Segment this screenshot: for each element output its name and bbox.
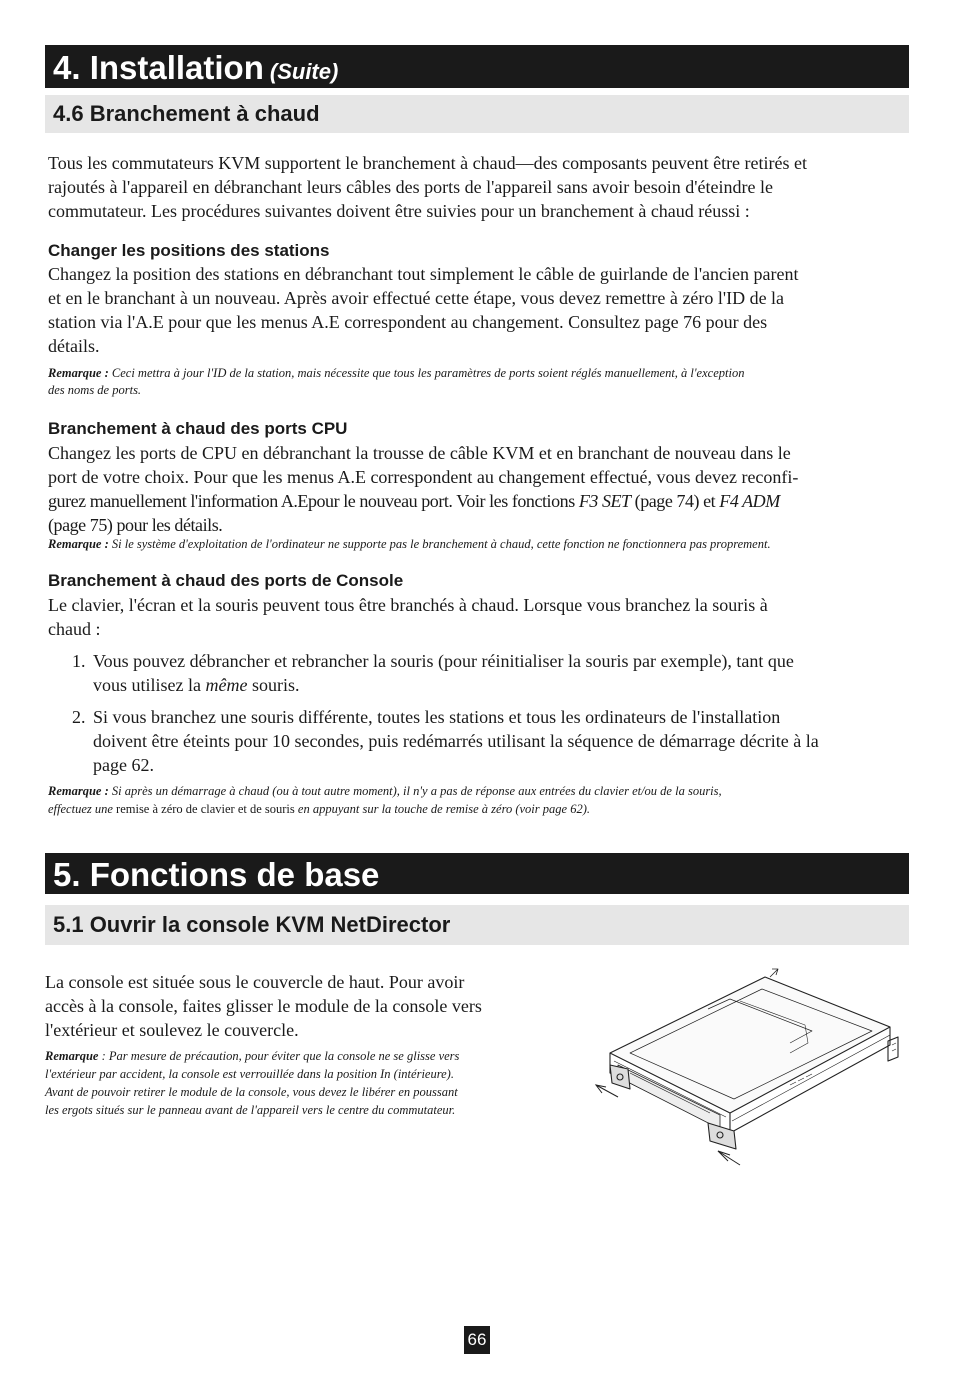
cpu-line-1: Changez les ports de CPU en débranchant la trousse de câble KVM et en branchant de nouveau dans le [48, 443, 791, 463]
list-text-line-1: Vous pouvez débrancher et rebrancher la souris (pour réinitialiser la souris par exemple), tant que [93, 651, 794, 671]
list-number: 1. [72, 651, 86, 671]
console-note-text-a: effectuez une [48, 802, 117, 816]
console-open-line-1: La console est située sous le couvercle de haut. Pour avoir [45, 972, 465, 992]
note-label: Remarque : [48, 366, 109, 380]
stations-note-text: Ceci mettra à jour l'ID de la station, mais nécessite que tous les paramètres de ports soient réglés manuellement, à l'exception [111, 366, 745, 380]
cpu-line-2: port de votre choix. Pour que les menus A.E correspondent au changement effectué, vous devez reconfi- [48, 467, 799, 487]
f3-set-ref: F3 SET [578, 491, 631, 511]
item1-text-b: souris. [247, 675, 300, 695]
stations-line-4: détails. [48, 336, 100, 356]
cpu-line-3-mid: (page 74) et [630, 491, 720, 511]
console-open-note-line-4: les ergots situés sur le panneau avant de l'appareil vers le centre du commutateur. [45, 1103, 456, 1117]
intro-line-3: commutateur. Les procédures suivantes doivent être suivies pour un branchement à chaud réussi : [48, 201, 750, 221]
console-open-note-text: : Par mesure de précaution, pour éviter que la console ne se glisse vers [101, 1049, 460, 1063]
console-note-text: Si après un démarrage à chaud (ou à tout autre moment), il n'y a pas de réponse aux entrées du clavier et/ou de la souris, [111, 784, 722, 798]
console-note-line-2 [48, 800, 590, 818]
console-open-note-line-2: l'extérieur par accident, la console est verrouillée dans la position In (intérieure). [45, 1067, 454, 1081]
console-open-line-3: l'extérieur et soulevez le couvercle. [45, 1020, 299, 1040]
cpu-heading: Branchement à chaud des ports CPU [48, 419, 348, 438]
console-note-text-c: en appuyant sur la touche de remise à zéro (voir page 62). [294, 802, 590, 816]
section-4-header [45, 45, 909, 88]
list-text-line-2: doivent être éteints pour 10 secondes, puis redémarrés utilisant la séquence de démarrage décrite à la [93, 731, 819, 751]
intro-line-1: Tous les commutateurs KVM supportent le branchement à chaud—des composants peuvent être retirés et [48, 153, 808, 173]
console-line-1: Le clavier, l'écran et la souris peuvent tous être branchés à chaud. Lorsque vous branchez la souris à [48, 595, 768, 615]
section-4-title: 4. Installation [53, 49, 264, 86]
console-open-line-2: accès à la console, faites glisser le module de la console vers [45, 996, 482, 1016]
console-open-note-line-1 [45, 1047, 459, 1065]
item1-emphasis: même [205, 675, 248, 695]
kvm-console-illustration [590, 965, 910, 1175]
list-text-line-1: Si vous branchez une souris différente, toutes les stations et tous les ordinateurs de l'installation [93, 707, 781, 727]
stations-line-3: station via l'A.E pour que les menus A.E correspondent au changement. Consultez page 76 pour des [48, 312, 768, 332]
section-4-suffix: (Suite) [269, 59, 339, 84]
cpu-note-text: Si le système d'exploitation de l'ordinateur ne supporte pas le branchement à chaud, cette fonction ne fonctionnera pas proprement. [111, 537, 771, 551]
section-5-title: 5. Fonctions de base [53, 856, 380, 893]
section-5-header [45, 853, 909, 894]
stations-line-1: Changez la position des stations en débranchant tout simplement le câble de guirlande de l'ancien parent [48, 264, 799, 284]
stations-line-2: et en le branchant à un nouveau. Après avoir effectué cette étape, vous devez remettre à zéro l'ID de la [48, 288, 785, 308]
page-number: 66 [464, 1326, 490, 1354]
console-note-text-b: remise à zéro de clavier et de souris [116, 802, 295, 816]
cpu-line-3 [48, 489, 780, 513]
note-label: Remarque [45, 1049, 99, 1063]
subsection-4-6-title: 4.6 Branchement à chaud [53, 101, 320, 126]
stations-note-line-1 [48, 364, 744, 382]
list-number: 2. [72, 707, 86, 727]
list-item [72, 705, 902, 777]
list-text-line-3: page 62. [93, 755, 154, 775]
subsection-5-1-title: 5.1 Ouvrir la console KVM NetDirector [53, 912, 451, 937]
subsection-4-6-header [45, 95, 909, 133]
cpu-line-4: (page 75) pour les détails. [48, 515, 223, 535]
console-open-note-line-3: Avant de pouvoir retirer le module de la console, vous devez le libérer en poussant [45, 1085, 458, 1099]
note-label: Remarque : [48, 537, 109, 551]
console-line-2: chaud : [48, 619, 101, 639]
cpu-line-3-text: gurez manuellement l'information A.Epour le nouveau port. Voir les fonctions [48, 491, 579, 511]
console-note-line-1 [48, 782, 722, 800]
item1-text-a: vous utilisez la [93, 675, 206, 695]
note-label: Remarque : [48, 784, 109, 798]
stations-heading: Changer les positions des stations [48, 241, 330, 260]
stations-note-line-2: des noms de ports. [48, 383, 142, 397]
cpu-note [48, 535, 771, 553]
subsection-5-1-header [45, 905, 909, 945]
list-text-line-2 [93, 673, 299, 697]
list-item [72, 649, 902, 697]
intro-line-2: rajoutés à l'appareil en débranchant leurs câbles des ports de l'appareil sans avoir besoin d'éteindre le [48, 177, 773, 197]
f4-adm-ref: F4 ADM [719, 491, 780, 511]
console-heading: Branchement à chaud des ports de Console [48, 571, 404, 590]
